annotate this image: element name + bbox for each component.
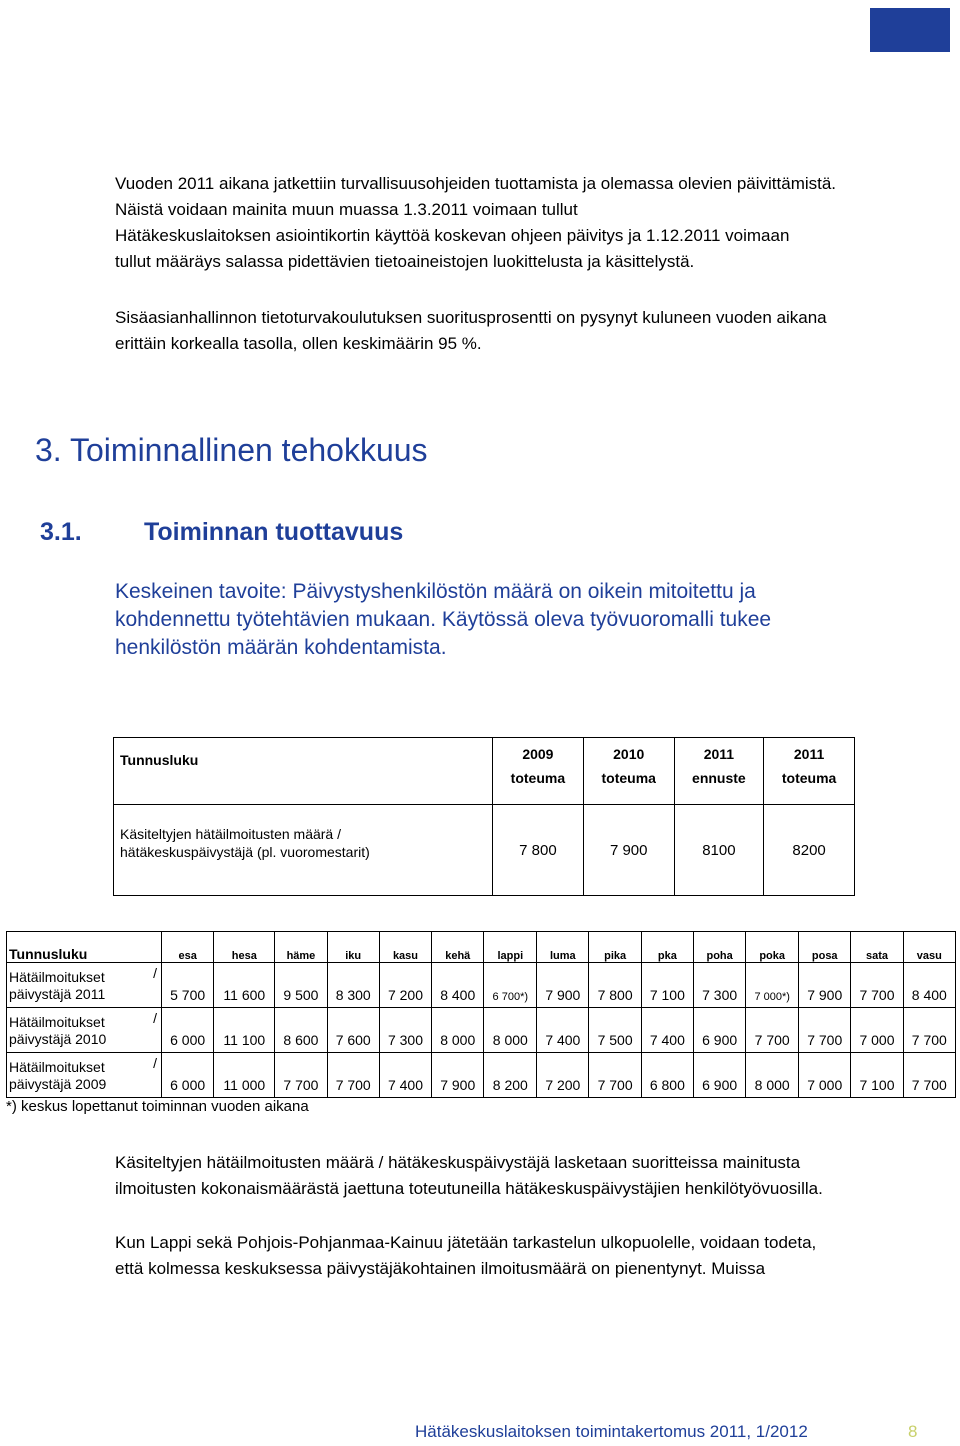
text-line: Sisäasianhallinnon tietoturvakoulutuksen suoritusprosentti on pysynyt kuluneen vuoden aikana	[115, 308, 827, 327]
value-cell: 8 400	[903, 963, 955, 1008]
value-cell: 8 000	[432, 1008, 484, 1053]
value-cell: 7 300	[379, 1008, 431, 1053]
column-header: pka	[641, 932, 693, 963]
value-cell: 7 400	[641, 1008, 693, 1053]
year-label: 2011	[703, 746, 735, 762]
value-cell: 7 300	[694, 963, 746, 1008]
table-row	[7, 1008, 956, 1053]
value-cell: 6 900	[694, 1053, 746, 1098]
row-label-cell	[7, 963, 162, 1008]
value-cell: 7 400	[537, 1008, 589, 1053]
column-header: häme	[275, 932, 327, 963]
value-cell: 7 700	[851, 963, 903, 1008]
value-cell: 9 500	[275, 963, 327, 1008]
row-label-slash: /	[153, 1010, 157, 1026]
outro-paragraph-1	[115, 1150, 915, 1202]
text-line: kohdennettu työtehtävien mukaan. Käytössä oleva työvuoromalli tukee	[115, 608, 772, 631]
center-comparison-table	[6, 931, 956, 1098]
value-cell: 7 900	[583, 805, 674, 896]
column-header: pika	[589, 932, 641, 963]
value-cell: 8 000	[484, 1008, 537, 1053]
row-label-line: Hätäilmoitukset	[9, 1014, 105, 1030]
column-header: vasu	[903, 932, 955, 963]
column-header: iku	[327, 932, 379, 963]
value-cell: 11 000	[214, 1053, 275, 1098]
header-color-block	[870, 8, 950, 52]
intro-paragraph-2	[115, 305, 915, 357]
header-label: Tunnusluku	[120, 752, 199, 768]
subsection-title: Toiminnan tuottavuus	[144, 518, 404, 546]
text-line: että kolmessa keskuksessa päivystäjäkohtainen ilmoitusmäärä on pienentynyt. Muissa	[115, 1259, 766, 1278]
row-label-line: Käsiteltyjen hätäilmoitusten määrä /	[120, 826, 341, 842]
value-cell: 7 700	[903, 1053, 955, 1098]
kind-label: toteuma	[510, 770, 566, 786]
column-header: kasu	[379, 932, 431, 963]
row-label	[120, 811, 486, 861]
text-line: erittäin korkealla tasolla, ollen keskimäärin 95 %.	[115, 334, 482, 353]
value-cell: 7 500	[589, 1008, 641, 1053]
value-cell: 7 700	[589, 1053, 641, 1098]
year-label: 2010	[613, 746, 645, 762]
value-cell: 7 400	[379, 1053, 431, 1098]
table-row	[114, 805, 855, 896]
row-label-line: Hätäilmoitukset	[9, 1059, 105, 1075]
header-cell	[764, 738, 855, 805]
value-cell: 6 800	[641, 1053, 693, 1098]
table-header-row	[7, 932, 956, 963]
value-cell: 7 000*)	[746, 963, 799, 1008]
value-cell: 6 000	[162, 1053, 214, 1098]
row-label-cell	[7, 1053, 162, 1098]
table-header-row	[114, 738, 855, 805]
header-cell	[114, 738, 493, 805]
column-header: poha	[694, 932, 746, 963]
value-cell: 5 700	[162, 963, 214, 1008]
column-header: esa	[162, 932, 214, 963]
value-cell: 8 300	[327, 963, 379, 1008]
value-cell: 8 000	[746, 1053, 799, 1098]
column-header: kehä	[432, 932, 484, 963]
value-cell: 8 400	[432, 963, 484, 1008]
indicator-summary-table	[113, 737, 855, 896]
value-cell: 8 200	[484, 1053, 537, 1098]
value-cell: 7 700	[275, 1053, 327, 1098]
value-cell: 7 200	[379, 963, 431, 1008]
intro-paragraph-1	[115, 171, 915, 275]
row-label-slash: /	[153, 1055, 157, 1071]
value-cell: 7 800	[493, 805, 584, 896]
value-cell: 8200	[764, 805, 855, 896]
value-cell: 6 700*)	[484, 963, 537, 1008]
text-line: ilmoitusten kokonaismäärästä jaettuna toteutuneilla hätäkeskuspäivystäjien henkilötyövuosilla.	[115, 1179, 823, 1198]
table-row	[7, 1053, 956, 1098]
value-cell: 7 000	[799, 1053, 851, 1098]
kind-label: toteuma	[601, 770, 656, 786]
value-cell: 7 900	[537, 963, 589, 1008]
column-header: posa	[799, 932, 851, 963]
value-cell: 7 900	[432, 1053, 484, 1098]
value-cell: 8100	[674, 805, 764, 896]
year-label: 2009	[522, 746, 554, 762]
value-cell: 6 000	[162, 1008, 214, 1053]
value-cell: 6 900	[694, 1008, 746, 1053]
row-label-line: päivystäjä 2009	[9, 1076, 107, 1092]
value-cell: 7 200	[537, 1053, 589, 1098]
kind-label: toteuma	[781, 770, 837, 786]
row-label-line: päivystäjä 2010	[9, 1031, 107, 1047]
row-label-cell	[7, 1008, 162, 1053]
value-cell: 7 900	[799, 963, 851, 1008]
row-label-slash: /	[153, 965, 157, 981]
header-cell: Tunnusluku	[7, 932, 162, 963]
row-label-line: päivystäjä 2011	[9, 986, 106, 1002]
subsection-number: 3.1.	[40, 518, 82, 546]
column-header: sata	[851, 932, 903, 963]
text-line: Kun Lappi sekä Pohjois-Pohjanmaa-Kainuu jätetään tarkastelun ulkopuolelle, voidaan todeta,	[115, 1233, 817, 1252]
value-cell: 7 700	[746, 1008, 799, 1053]
kind-label: ennuste	[692, 770, 746, 786]
value-cell: 7 100	[641, 963, 693, 1008]
page-number: 8	[908, 1422, 918, 1441]
value-cell: 7 000	[851, 1008, 903, 1053]
header-cell	[583, 738, 674, 805]
value-cell: 7 800	[589, 963, 641, 1008]
column-header: luma	[537, 932, 589, 963]
value-cell: 11 600	[214, 963, 275, 1008]
text-line: Keskeinen tavoite: Päivystyshenkilöstön määrä on oikein mitoitettu ja	[115, 580, 756, 603]
text-line: Käsiteltyjen hätäilmoitusten määrä / hätäkeskuspäivystäjä lasketaan suoritteissa mainitusta	[115, 1153, 801, 1172]
text-line: henkilöstön määrän kohdentamista.	[115, 636, 447, 659]
value-cell: 7 100	[851, 1053, 903, 1098]
subsection-heading	[40, 518, 403, 547]
text-line: Vuoden 2011 aikana jatkettiin turvallisuusohjeiden tuottamista ja olemassa olevien päivittämistä.	[115, 174, 837, 193]
text-line: Hätäkeskuslaitoksen asiointikortin käyttöä koskevan ohjeen päivitys ja 1.12.2011 voimaan	[115, 226, 790, 245]
row-label-cell	[114, 805, 493, 896]
value-cell: 7 700	[327, 1053, 379, 1098]
section-heading: 3. Toiminnallinen tehokkuus	[35, 432, 428, 468]
text-line: Näistä voidaan mainita muun muassa 1.3.2011 voimaan tullut	[115, 200, 578, 219]
value-cell: 11 100	[214, 1008, 275, 1053]
footnote: *) keskus lopettanut toiminnan vuoden aikana	[6, 1098, 309, 1115]
row-label-line: hätäkeskuspäivystäjä (pl. vuoromestarit)	[120, 844, 370, 860]
table-row	[7, 963, 956, 1008]
row-label-line: Hätäilmoitukset	[9, 969, 105, 985]
header-cell	[674, 738, 764, 805]
value-cell: 8 600	[275, 1008, 327, 1053]
column-header: poka	[746, 932, 799, 963]
footer-title: Hätäkeskuslaitoksen toimintakertomus 2011, 1/2012	[415, 1422, 808, 1441]
column-header: hesa	[214, 932, 275, 963]
value-cell: 7 600	[327, 1008, 379, 1053]
value-cell: 7 700	[903, 1008, 955, 1053]
outro-paragraph-2	[115, 1230, 915, 1282]
header-cell	[493, 738, 584, 805]
value-cell: 7 700	[799, 1008, 851, 1053]
year-label: 2011	[793, 746, 825, 762]
column-header: lappi	[484, 932, 537, 963]
text-line: tullut määräys salassa pidettävien tietoaineistojen luokittelusta ja käsittelystä.	[115, 252, 695, 271]
key-goal-text	[115, 578, 855, 662]
